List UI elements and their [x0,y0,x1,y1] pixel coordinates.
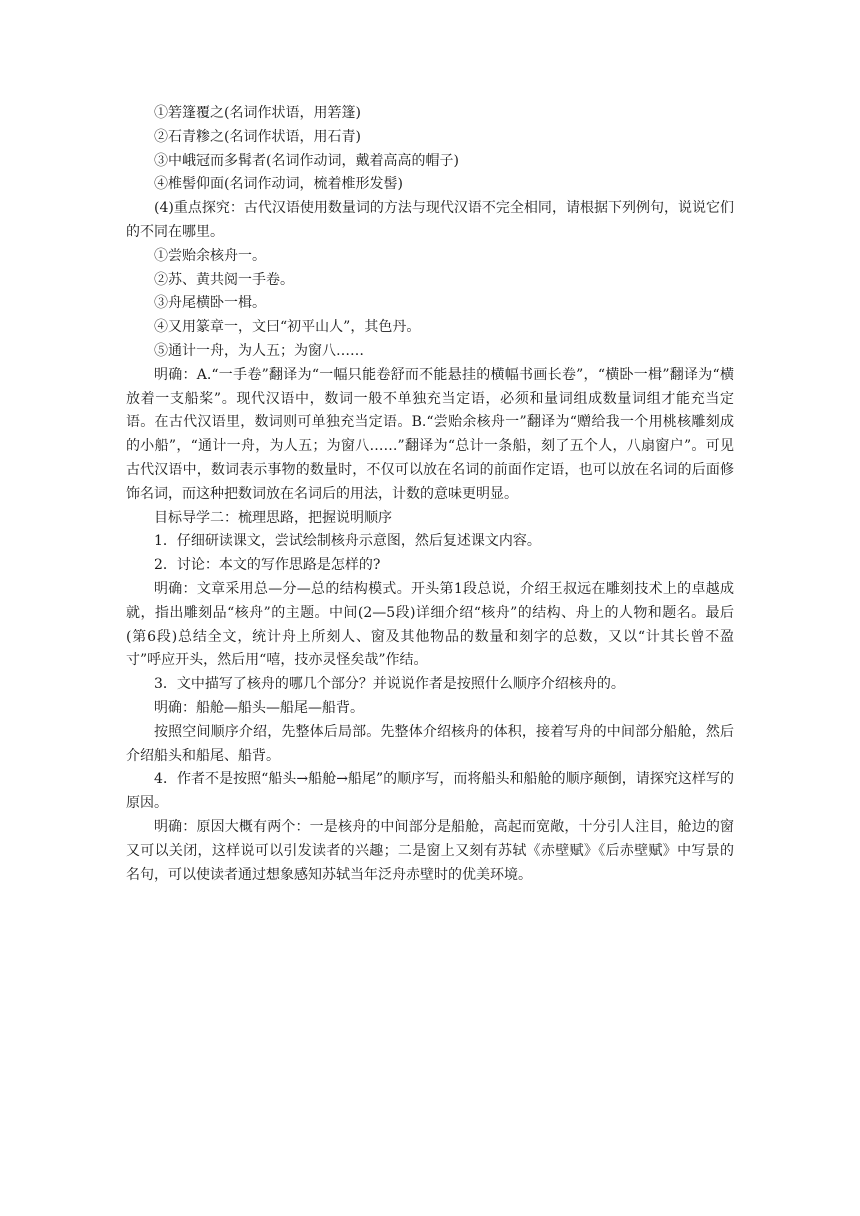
section-heading: 目标导学二：梳理思路，把握说明顺序 [154,509,392,526]
paragraph: 3．文中描写了核舟的哪几个部分？并说说作者是按照什么顺序介绍核舟的。 [154,676,625,693]
paragraph: ⑤通计一舟，为人五；为窗八…… [154,342,364,359]
paragraph: 明确：原因大概有两个：一是核舟的中间部分是船舱，高起而宽敞，十分引人注目，舱边的窗又可以关闭，这样说可以引发读者的兴趣；二是窗上又刻有苏轼《赤壁赋》《后赤壁赋》中写景的名句，可以使读者通过想象感知苏轼当年泛舟赤壁时的优美环境。 [126,818,734,883]
paragraph: 按照空间顺序介绍，先整体后局部。先整体介绍核舟的体积，接着写舟的中间部分船舱，然后介绍船头和船尾、船背。 [126,723,734,764]
paragraph: ②苏、黄共阅一手卷。 [154,271,294,288]
paragraph: ④椎髻仰面(名词作动词，梳着椎形发髻) [154,176,403,193]
paragraph: 明确：文章采用总—分—总的结构模式。开头第1段总说，介绍王叔远在雕刻技术上的卓越成就，指出雕刻品“核舟”的主题。中间(2—5段)详细介绍“核舟”的结构、舟上的人物和题名。最后(第6段)总结全文，统计舟上所刻人、窗及其他物品的数量和刻字的总数，又以“计其长曾不盈寸”呼应开头，然后用“嘻，技亦灵怪矣哉”作结。 [126,580,734,669]
document-body [126,102,734,887]
paragraph: ②石青糁之(名词作状语，用石青) [154,128,361,145]
paragraph: ③舟尾横卧一楫。 [154,295,266,312]
paragraph: ①箬篷覆之(名词作状语，用箬篷) [154,105,361,121]
paragraph: ④又用篆章一，文曰“初平山人”，其色丹。 [154,319,421,336]
paragraph: 4．作者不是按照“船头→船舱→船尾”的顺序写，而将船头和船舱的顺序颠倒，请探究这样写的原因。 [126,771,734,812]
paragraph: ③中峨冠而多髯者(名词作动词，戴着高高的帽子) [154,152,459,169]
paragraph: 明确：A.“一手卷”翻译为“一幅只能卷舒而不能悬挂的横幅书画长卷”，“横卧一楫”翻译为“横放着一支船桨”。现代汉语中，数词一般不单独充当定语，必须和量词组成数量词组才能充当定语。在古代汉语里，数词则可单独充当定语。B.“尝贻余核舟一”翻译为“赠给我一个用桃核雕刻成的小船”，“通计一舟，为人五；为窗八……”翻译为“总计一条船，刻了五个人，八扇窗户”。可见古代汉语中，数词表示事物的数量时，不仅可以放在名词的前面作定语，也可以放在名词的后面修饰名词，而这种把数词放在名词后的用法，计数的意味更明显。 [126,366,734,502]
paragraph: 2．讨论：本文的写作思路是怎样的? [154,557,381,574]
paragraph: ①尝贻余核舟一。 [154,247,266,264]
paragraph: (4)重点探究：古代汉语使用数量词的方法与现代汉语不完全相同，请根据下列例句，说说它们的不同在哪里。 [126,200,734,240]
paragraph: 1．仔细研读课文，尝试绘制核舟示意图，然后复述课文内容。 [154,533,541,550]
paragraph: 明确：船舱—船头—船尾—船背。 [154,699,364,716]
